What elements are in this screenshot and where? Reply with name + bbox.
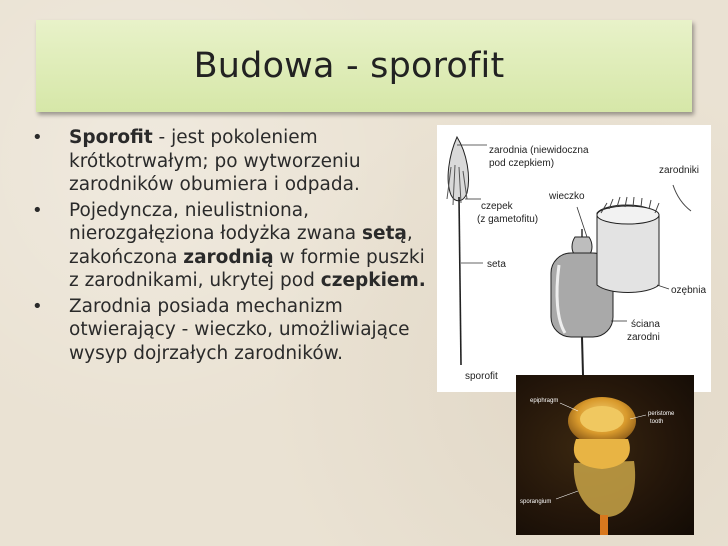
- title-box: [36, 20, 692, 112]
- label-zarodnia: zarodnia (niewidoczna: [489, 145, 589, 156]
- label-czepek: czepek: [481, 201, 513, 212]
- bullet-list: [28, 126, 428, 367]
- label-zarodniki: zarodniki: [659, 165, 700, 176]
- bullet-text: [69, 200, 426, 292]
- bullet-text-part: zarodnią: [183, 246, 274, 268]
- slide-title: Budowa - sporofit: [193, 46, 505, 86]
- bullet-item: [28, 126, 428, 197]
- bullet-text-part: - jest pokoleniem krótkotrwałym; po wytworzeniu zarodników obumiera i odpada.: [69, 127, 361, 195]
- sporophyte-diagram-illustration: [437, 125, 711, 392]
- label-peristome: peristome: [648, 411, 675, 417]
- label-sporangium: sporangium: [520, 499, 552, 505]
- sporophyte-diagram: [437, 125, 711, 392]
- bullet-item: [28, 295, 428, 366]
- bullet-dot-icon: •: [32, 295, 43, 317]
- bullet-text: [69, 296, 410, 364]
- label-czepek-2: (z gametofitu): [477, 214, 539, 225]
- label-zarodnia-2: pod czepkiem): [489, 158, 555, 169]
- label-epiphragm: epiphragm: [530, 398, 559, 404]
- bullet-text-part: setą: [362, 223, 407, 244]
- bullet-text-part: Pojedyncza, nieulistniona, nierozgałęziona łodyżka zwana: [69, 199, 363, 244]
- label-seta: seta: [487, 259, 506, 270]
- label-peristome-2: tooth: [650, 419, 664, 425]
- label-ozebnia: ozębnia: [671, 285, 707, 296]
- bullet-text-part: w formie puszki z zarodnikami, ukrytej pod: [69, 246, 425, 291]
- capsule-micrograph-illustration: [516, 375, 694, 535]
- bullet-text-part: , zakończona: [69, 223, 413, 268]
- capsule-micrograph: [516, 375, 694, 535]
- label-sciana-2: zarodni: [627, 332, 660, 343]
- label-sciana: ściana: [631, 319, 660, 330]
- bullet-text-part: Zarodnia posiada mechanizm otwierający - wieczko, umożliwiające wysyp dojrzałych zarodników.: [69, 295, 410, 364]
- bullet-text-part: czepkiem.: [320, 270, 426, 291]
- bullet-dot-icon: •: [32, 199, 43, 221]
- bullet-text-part: Sporofit: [69, 127, 153, 148]
- bullet-dot-icon: •: [32, 127, 43, 148]
- label-wieczko: wieczko: [549, 191, 585, 202]
- bullet-item: [28, 199, 428, 293]
- bullet-text: [69, 127, 361, 195]
- label-sporofit: sporofit: [465, 371, 498, 382]
